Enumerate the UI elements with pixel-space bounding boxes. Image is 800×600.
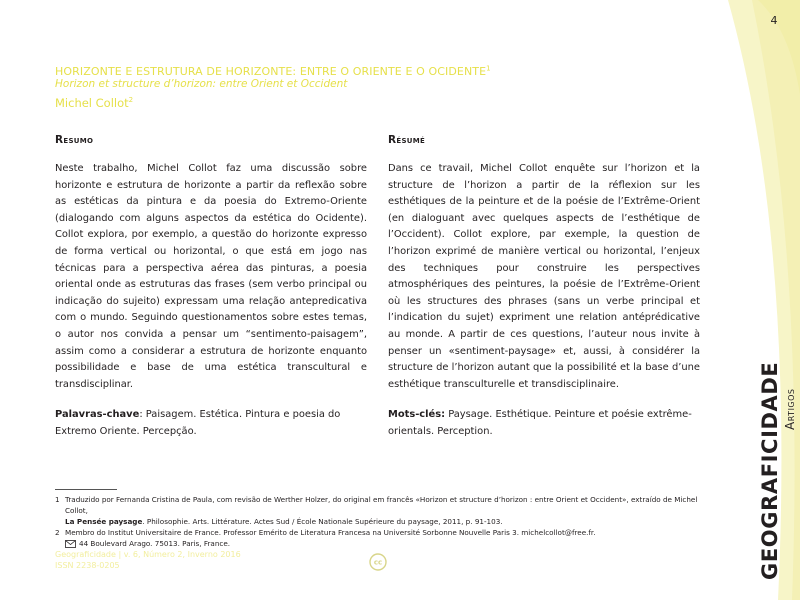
journal-footer (55, 549, 355, 571)
footnote-1-number: 1 (55, 495, 60, 504)
journal-sidebar (748, 330, 798, 580)
footnote-2 (55, 527, 715, 538)
author-name-text: Michel Collot (55, 96, 129, 110)
article-title (55, 65, 695, 78)
palavras-chave-list: : Paisagem. Estética. Pintura e poesia do Extremo Oriente. Percepção. (55, 409, 341, 437)
resumo-column (55, 133, 367, 441)
footnote-divider (55, 489, 117, 490)
article-title-french: Horizon et structure d’horizon: entre Orient et Occident (55, 78, 348, 90)
journal-issn: ISSN 2238-0205 (55, 561, 120, 570)
mots-cles-list: Paysage. Esthétique. Peinture et poésie extrême-orientals. Perception. (388, 409, 692, 437)
svg-text:cc: cc (373, 558, 383, 567)
footnotes (55, 494, 715, 549)
resume-text: Dans ce travail, Michel Collot enquête sur l’horizon et la structure de l’horizon a partir de la réflexion sur les esthétiques de la peinture et de la poésie de l’Extrême-Orient (en dialoguant avec quelques aspects de l’esthétique de l’Occident). Collot explore, par exemple, la question de l’horizon exprimé de manière vertical ou horizontal, l’enjeux des techniques pour construire les perspectives atmosphériques des peintures, la poésie de l’Extrême-Orient où les structures des phrases (sans un verbe principal et l’indication du sujet) expriment une relation antéprédicative au monde. A partir de ces questions, l’auteur nous invite à penser un «sentiment-paysage» et, aussi, à considérer la structure de l’horizon autant que la possibilité et la base d’une esthétique transculturelle et transdisciplinaire. (388, 163, 700, 390)
footnote-2-address-text: 44 Boulevard Arago. 75013. Paris, France. (79, 539, 231, 548)
journal-brand: GEOGRAFICIDADE (758, 361, 782, 580)
palavras-chave (55, 407, 367, 440)
title-block (55, 65, 695, 110)
article-title-text: HORIZONTE E ESTRUTURA DE HORIZONTE: ENTRE O ORIENTE E O OCIDENTE (55, 65, 487, 78)
footnote-2-number: 2 (55, 528, 60, 537)
palavras-chave-label: Palavras-chave (55, 409, 140, 421)
mots-cles-label: Mots-clés: (388, 409, 446, 421)
footnote-1-book-title: La Pensée paysage (65, 517, 143, 526)
mots-cles (388, 407, 700, 440)
mail-icon (65, 540, 76, 548)
resumo-heading: Resumo (55, 134, 94, 146)
page-number: 4 (770, 14, 778, 27)
journal-issue: Geograficidade | v. 6, Número 2, Inverno 2016 (55, 550, 241, 559)
section-label: Artigos (783, 388, 797, 430)
footnote-ref-2[interactable]: 2 (128, 96, 134, 105)
footnote-2-text: Membro do Institut Universitaire de France. Professor Emérito de Literatura Francesa na Université Sorbonne Nouvelle Paris 3. michelcollot@free.fr. (65, 528, 596, 537)
author-name (55, 96, 695, 110)
footnote-1-text: Traduzido por Fernanda Cristina de Paula, com revisão de Werther Holzer, do original em francês «Horizon et structure d’horizon : entre Orient et Occident», extraído de Michel Collot, (65, 495, 698, 515)
creative-commons-icon[interactable] (369, 553, 387, 571)
resumo-text: Neste trabalho, Michel Collot faz uma discussão sobre horizonte e estrutura de horizonte a partir da reflexão sobre as estéticas da pintura e da poesia do Extremo-Oriente (dialogando com alguns aspectos da estética do Ocidente). Collot explora, por exemplo, a questão do horizonte expresso de forma vertical ou horizontal, o que está em jogo nas técnicas para a perspectiva aérea das pinturas, a poesia oriental onde as estruturas das frases (sem verbo principal ou indicação do sujeito) expressam uma relação antepredicativa com o mundo. Seguindo questionamentos sobre estes temas, o autor nos convida a pensar um “sentimento-paisagem”, assim como a considerar a estrutura de horizonte enquanto possibilidade e base de uma estética transcultural e transdisciplinar. (55, 163, 367, 390)
footnote-2-address (55, 538, 715, 549)
footnote-1 (55, 494, 715, 527)
footnote-ref-1[interactable]: 1 (486, 64, 491, 73)
resume-heading: Résumé (388, 134, 426, 146)
resume-column (388, 133, 700, 441)
footnote-1-text-cont: . Philosophie. Arts. Littérature. Actes Sud / École Nationale Supérieure du paysage, 2011, p. 91-103. (142, 517, 503, 526)
